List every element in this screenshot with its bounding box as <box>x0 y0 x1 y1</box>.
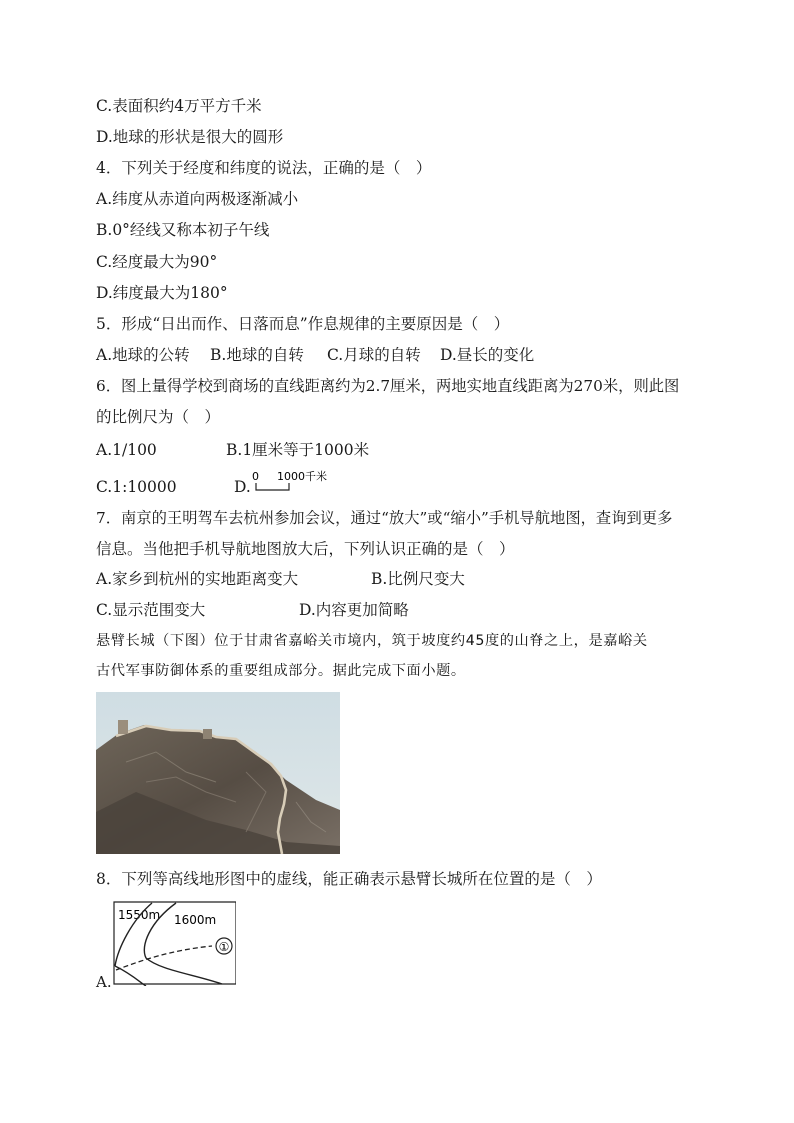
q8-option-a-label: A. <box>96 973 112 991</box>
great-wall-photo <box>96 692 340 854</box>
scale-zero-label: 0 <box>252 470 259 483</box>
q7-option-c: C.显示范围变大 <box>96 601 206 619</box>
q5-option-a: A.地球的公转 <box>96 346 190 364</box>
contour-label-1600: 1600m <box>174 913 217 927</box>
line-scale-bar <box>252 470 362 494</box>
q6-stem-line2: 的比例尺为（ ） <box>96 408 221 426</box>
q4-option-a: A.纬度从赤道向两极逐渐减小 <box>96 190 299 208</box>
q5-stem: 5．形成“日出而作、日落而息”作息规律的主要原因是（ ） <box>96 315 510 333</box>
q4-option-d: D.纬度最大为180° <box>96 284 228 302</box>
q6-option-d: D. <box>234 478 251 496</box>
q7-stem-line1: 7．南京的王明驾车去杭州参加会议，通过“放大”或“缩小”手机导航地图，查询到更多 <box>96 509 673 527</box>
q7-option-a: A.家乡到杭州的实地距离变大 <box>96 570 299 588</box>
q5-option-c: C.月球的自转 <box>327 346 421 364</box>
q8-stem: 8．下列等高线地形图中的虚线，能正确表示悬臂长城所在位置的是（ ） <box>96 870 602 888</box>
scale-value-label: 1000千米 <box>277 470 327 483</box>
q3-option-d: D.地球的形状是很大的圆形 <box>96 128 284 146</box>
contour-label-1550: 1550m <box>118 908 161 922</box>
scale-bar-line <box>256 483 289 490</box>
q6-option-c: C.1:10000 <box>96 478 177 496</box>
passage-line2: 古代军事防御体系的重要组成部分。据此完成下面小题。 <box>96 663 466 679</box>
passage-line1: 悬臂长城（下图）位于甘肃省嘉峪关市境内，筑于坡度约45度的山脊之上，是嘉峪关 <box>96 633 648 649</box>
q5-option-b: B.地球的自转 <box>210 346 304 364</box>
q7-stem-line2: 信息。当他把手机导航地图放大后，下列认识正确的是（ ） <box>96 540 515 558</box>
q4-option-c: C.经度最大为90° <box>96 253 218 271</box>
marker-label: ① <box>218 940 230 954</box>
q6-option-a: A.1/100 <box>96 441 157 459</box>
q3-option-c: C.表面积约4万平方千米 <box>96 97 262 115</box>
contour-map-a <box>112 900 236 986</box>
q6-option-b: B.1厘米等于1000米 <box>226 441 370 459</box>
q4-stem: 4．下列关于经度和纬度的说法，正确的是（ ） <box>96 159 432 177</box>
q4-option-b: B.0°经线又称本初子午线 <box>96 221 270 239</box>
dashed-path <box>116 946 212 970</box>
q7-option-d: D.内容更加简略 <box>299 601 409 619</box>
q7-option-b: B.比例尺变大 <box>371 570 465 588</box>
q5-option-d: D.昼长的变化 <box>440 346 535 364</box>
q6-stem-line1: 6．图上量得学校到商场的直线距离约为2.7厘米，两地实地直线距离为270米，则此图 <box>96 377 680 395</box>
